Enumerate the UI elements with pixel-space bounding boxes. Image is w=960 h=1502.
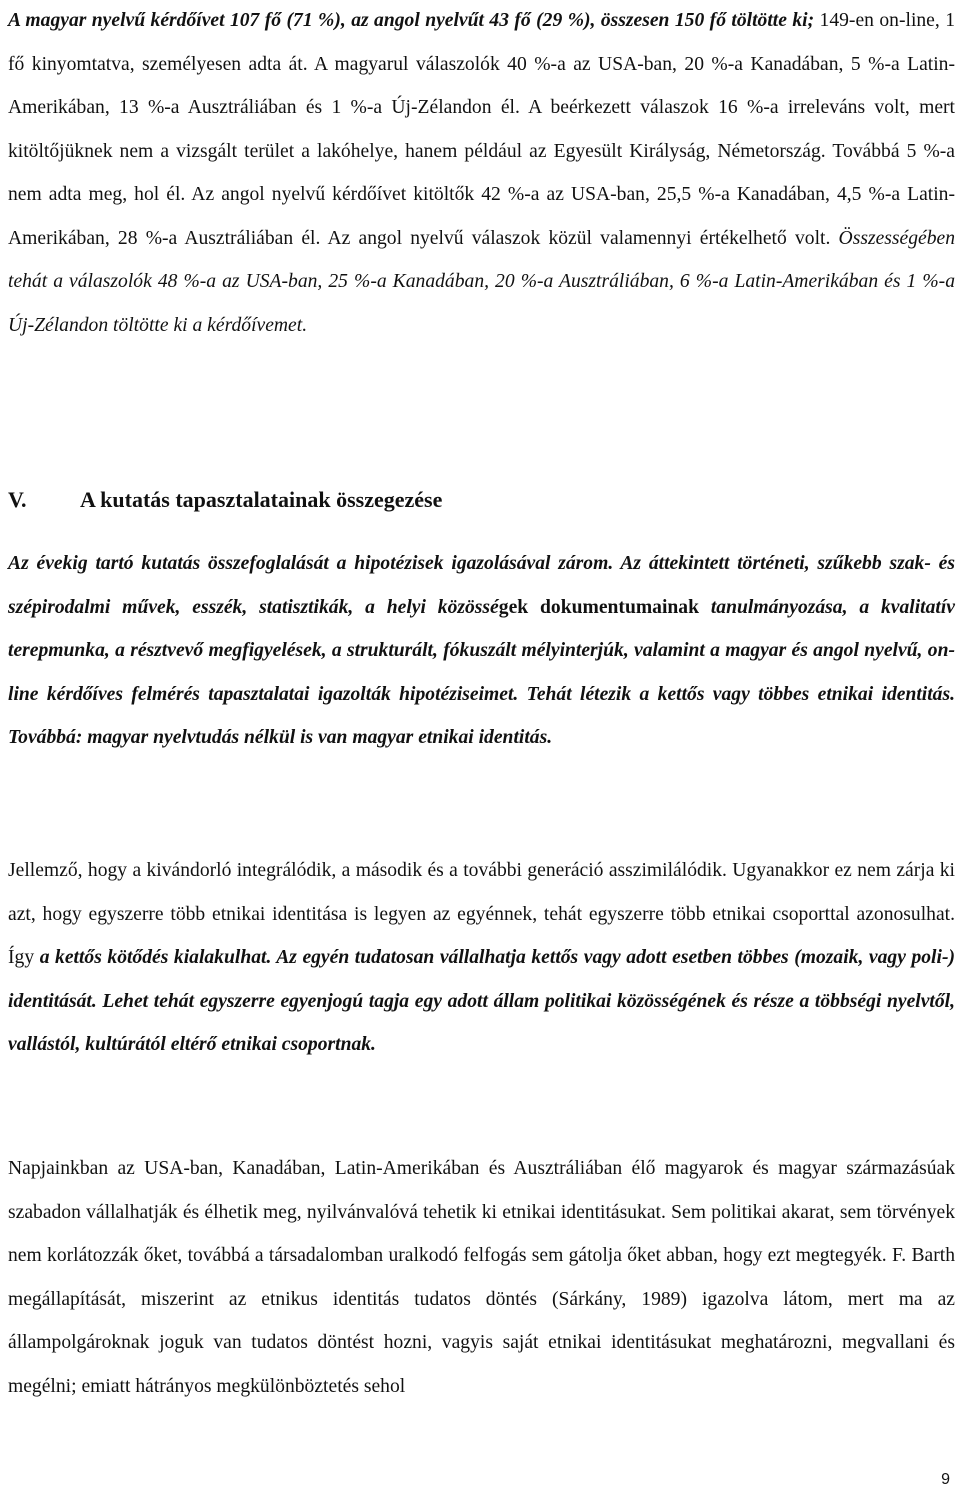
- dual-identity-emphasis: a kettős kötődés kialakulhat. Az egyén tudatosan vállalhatja kettős vagy adott esetben többes (mozaik, vagy poli-) identitását. Lehet tehát egyszerre egyenjogú tagja egy adott állam politikai közösségének és része a többségi nyelvtől, vallástól, kultúrától eltérő etnikai csoportnak.: [8, 947, 955, 1055]
- present-day-text: Napjainkban az USA-ban, Kanadában, Latin-Amerikában és Ausztráliában élő magyarok és magyar származásúak szabadon vállalhatják és élhetik meg, nyilvánvalóvá tehetik ki etnikai identitásukat. Sem politikai akarat, sem törvények nem korlátozzák őket, továbbá a társadalomban uralkodó felfogás sem gátolja őket abban, hogy ezt megtegyék. F. Barth megállapítását, miszerint az etnikus identitás tudatos döntés (Sárkány, 1989) igazolva látom, mert ma az állampolgároknak joguk van tudatos döntést hozni, vagyis saját etnikai identitásukat meghatározni, megvallani és megélni; emiatt hátrányos megkülönböztetés sehol: [8, 1158, 955, 1397]
- hypothesis-text-part-2: gek dokumentumainak: [498, 596, 711, 618]
- page-number: 9: [941, 1471, 950, 1488]
- section-heading: [8, 480, 442, 520]
- survey-conclusion-sentence: Összességében tehát a válaszolók 48 %-a az USA-ban, 25 %-a Kanadában, 20 %-a Ausztráliában, 6 %-a Latin-Amerikában és 1 %-a Új-Zélandon töltötte ki a kérdőívemet.: [8, 227, 955, 336]
- paragraph-present-day: [8, 1147, 955, 1408]
- paragraph-hypothesis-summary: [8, 542, 955, 760]
- hypothesis-text-part-3: tanulmányozása, a kvalitatív terepmunka, a résztvevő megfigyelések, a strukturált, fókuszált mélyinterjúk, valamint a magyar és angol nyelvű, on-line kérdőíves felmérés tapasztalatai igazolták hipotéziseimet. Tehát létezik a kettős vagy többes etnikai identitás. Továbbá: magyar nyelvtudás nélkül is van magyar etnikai identitás.: [8, 596, 955, 748]
- survey-details-text: 149-en on-line, 1 fő kinyomtatva, személyesen adta át. A magyarul válaszolók 40 %-a az USA-ban, 20 %-a Kanadában, 5 %-a Latin-Amerikában, 13 %-a Ausztráliában és 1 %-a Új-Zélandon él. A beérkezett válaszok 16 %-a irreleváns volt, mert kitöltőjüknek nem a vizsgált terület a lakóhelye, hanem például az Egyesült Királyság, Németország. Továbbá 5 %-a nem adta meg, hol él. Az angol nyelvű kérdőívet kitöltők 42 %-a az USA-ban, 25,5 %-a Kanadában, 4,5 %-a Latin-Amerikában, 28 %-a Ausztráliában él. Az angol nyelvű válaszok közül valamennyi értékelhető volt.: [8, 10, 955, 249]
- hypothesis-text-part-1: Az évekig tartó kutatás összefoglalását a hipotézisek igazolásával zárom. Az áttekintett történeti, szűkebb szak- és szépirodalmi művek, esszék, statisztikák, a helyi közössé: [8, 553, 955, 618]
- section-title: A kutatás tapasztalatainak összegezése: [80, 487, 443, 512]
- paragraph-survey-results: [8, 0, 955, 347]
- survey-summary-sentence: A magyar nyelvű kérdőívet 107 fő (71 %), az angol nyelvűt 43 fő (29 %), összesen 150 fő töltötte ki;: [8, 10, 815, 31]
- section-number: V.: [8, 487, 27, 512]
- paragraph-dual-identity: [8, 849, 955, 1067]
- dual-identity-intro: Jellemző, hogy a kivándorló integrálódik, a második és a további generáció asszimilálódik. Ugyanakkor ez nem zárja ki azt, hogy egyszerre több etnikai identitása is legyen az egyénnek, tehát egyszerre több etnikai csoporttal azonosulhat. Így: [8, 860, 955, 968]
